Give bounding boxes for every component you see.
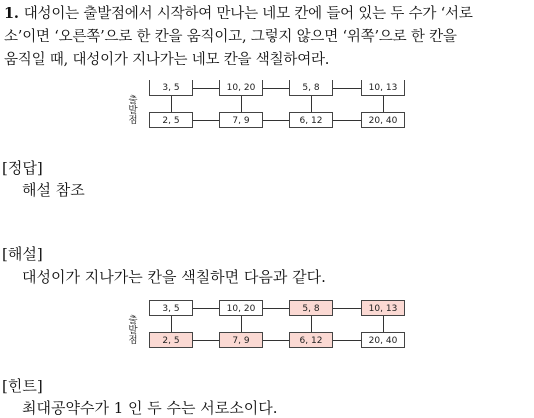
cell-top-3: 5, 8: [289, 80, 333, 96]
grid-link: [171, 96, 172, 113]
problem-number: 1.: [4, 5, 19, 22]
problem-text: [4, 2, 532, 72]
answer-text: 해설 참조: [22, 181, 85, 199]
answer-heading: [정답]: [2, 159, 43, 177]
answer-grid: [0, 300, 534, 364]
answer-cell-bottom-3: 6, 12: [289, 332, 333, 348]
cell-bottom-4: 20, 40: [361, 112, 405, 128]
explanation-text: 대성이가 지나가는 칸을 색칠하면 다음과 같다.: [22, 268, 326, 286]
grid-link: [263, 120, 289, 121]
cell-top-2: 10, 20: [219, 80, 263, 96]
answer-cell-top-2: 10, 20: [219, 300, 263, 316]
grid-link: [333, 308, 361, 309]
grid-link: [241, 316, 242, 333]
answer-cell-top-3: 5, 8: [289, 300, 333, 316]
problem-line-2: 소’이면 ‘오른쪽’으로 한 칸을 움직이고, 그렇지 않으면 ‘위쪽’으로 한 칸을: [4, 29, 457, 45]
grid-link: [333, 340, 361, 341]
start-label: 출 발 점: [128, 95, 138, 126]
grid-link: [333, 120, 361, 121]
cell-bottom-3: 6, 12: [289, 112, 333, 128]
grid-link: [193, 120, 219, 121]
answer-cell-top-4: 10, 13: [361, 300, 405, 316]
answer-cell-top-1: 3, 5: [149, 300, 193, 316]
hint-text: 최대공약수가 1 인 두 수는 서로소이다.: [22, 399, 278, 417]
grid-link: [193, 88, 219, 89]
grid-link: [333, 88, 361, 89]
grid-link: [263, 340, 289, 341]
cell-bottom-2: 7, 9: [219, 112, 263, 128]
answer-start-label: 출 발 점: [128, 315, 138, 346]
cell-top-4: 10, 13: [361, 80, 405, 96]
answer-cell-bottom-2: 7, 9: [219, 332, 263, 348]
grid-link: [263, 308, 289, 309]
explanation-heading: [해설]: [2, 245, 43, 263]
problem-line-1: 1. 대성이는 출발점에서 시작하여 만나는 네모 칸에 들어 있는 두 수가 ‘서로: [4, 5, 473, 22]
grid-link: [311, 316, 312, 333]
answer-cell-bottom-4: 20, 40: [361, 332, 405, 348]
grid-link: [241, 96, 242, 113]
grid-link: [193, 340, 219, 341]
grid-link: [171, 316, 172, 333]
grid-link: [263, 88, 289, 89]
hint-heading: [힌트]: [2, 377, 43, 395]
grid-link: [383, 96, 384, 113]
grid-link: [311, 96, 312, 113]
grid-link: [193, 308, 219, 309]
answer-cell-bottom-1: 2, 5: [149, 332, 193, 348]
grid-link: [383, 316, 384, 333]
cell-bottom-1: 2, 5: [149, 112, 193, 128]
problem-line-3: 움직일 때, 대성이가 지나가는 네모 칸을 색칠하여라.: [4, 52, 330, 68]
cell-top-1: 3, 5: [149, 80, 193, 96]
question-grid: [0, 80, 534, 144]
